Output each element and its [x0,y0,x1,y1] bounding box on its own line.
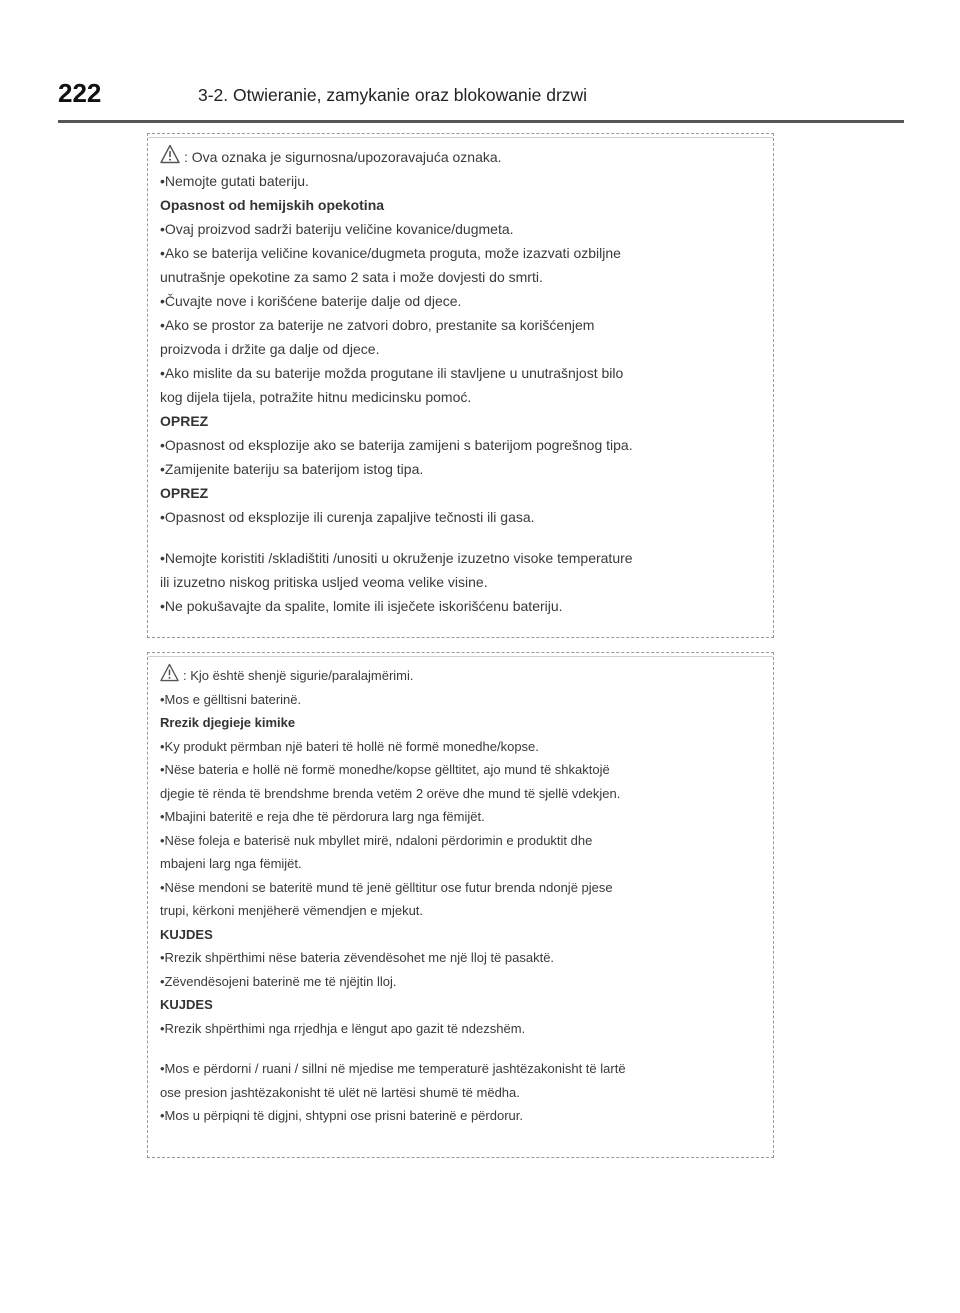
text-line-content: •Ako mislite da su baterije možda progutane ili stavljene u unutrašnjost bilo [160,365,624,381]
text-line [160,946,763,970]
text-line [160,1017,763,1041]
text-line-content: KUJDES [160,926,213,942]
text-line-content: •Mos e gëlltisni baterinë. [160,691,302,707]
text-line-content: Rrezik djegieje kimike [160,715,296,730]
text-line [160,144,763,169]
text-line [160,570,763,594]
text-line [160,1104,763,1128]
paragraph-gap [160,529,763,546]
text-line [160,805,763,829]
warning-triangle-icon [160,144,180,164]
text-line [160,361,763,385]
section-heading [160,923,763,947]
text-line [160,433,763,457]
text-line [160,289,763,313]
text-line-content: unutrašnje opekotine za samo 2 sata i može dovjesti do smrti. [160,269,543,285]
text-line-content: •Ky produkt përmban një bateri të hollë në formë monedhe/kopse. [160,738,539,754]
text-line-content: •Nemojte gutati bateriju. [160,173,309,189]
text-line [160,337,763,361]
chapter-title: 3-2. Otwieranie, zamykanie oraz blokowanie drzwi [198,85,588,105]
warning-box-bosnian-content [160,144,763,618]
text-line-content: •Mbajini bateritë e reja dhe të përdorura larg nga fëmijët. [160,809,485,824]
text-line [160,663,763,688]
text-line-content: OPREZ [160,485,209,501]
text-line-content: : Kjo është shenjë sigurie/paralajmërimi. [183,668,414,683]
section-heading [160,193,763,217]
text-line [160,1057,763,1081]
text-line-content: •Ne pokušavajte da spalite, lomite ili isječete iskorišćenu bateriju. [160,598,563,614]
warning-box-albanian [147,652,774,1158]
text-line-content: KUJDES [160,997,213,1012]
text-line-content: •Nëse foleja e baterisë nuk mbyllet mirë, ndaloni përdorimin e produktit dhe [160,832,593,848]
text-line [160,241,763,265]
text-line-content: •Rrezik shpërthimi nga rrjedhja e lëngut apo gazit të ndezshëm. [160,1020,526,1036]
text-line-content: •Mos e përdorni / ruani / sillni në mjedise me temperaturë jashtëzakonisht të lartë [160,1061,626,1076]
text-line-content: •Nemojte koristiti /skladištiti /unositi u okruženje izuzetno visoke temperature [160,550,633,566]
warning-triangle-icon [160,663,179,682]
text-line [160,169,763,193]
section-heading [160,993,763,1017]
text-line [160,876,763,900]
text-line-content: •Zëvendësojeni baterinë me të njëjtin lloj. [160,973,397,989]
section-heading [160,481,763,505]
text-line [160,385,763,409]
text-line [160,1081,763,1105]
text-line-content: •Čuvajte nove i korišćene baterije dalje od djece. [160,293,462,309]
text-line [160,265,763,289]
text-line-content: •Mos u përpiqni të digjni, shtypni ose prisni baterinë e përdorur. [160,1108,523,1123]
page-header [58,78,904,123]
text-line-content: trupi, kërkoni menjëherë vëmendjen e mjekut. [160,903,424,918]
text-line-content: mbajeni larg nga fëmijët. [160,856,302,871]
text-line [160,546,763,570]
text-line-content: Opasnost od hemijskih opekotina [160,197,385,213]
text-line-content: •Opasnost od eksplozije ako se baterija zamijeni s baterijom pogrešnog tipa. [160,437,633,453]
text-line-content: : Ova oznaka je sigurnosna/upozoravajuća oznaka. [184,149,502,165]
text-line [160,970,763,994]
text-line [160,457,763,481]
text-line-content: ili izuzetno niskog pritiska usljed veoma velike visine. [160,574,488,590]
text-line-content: •Rrezik shpërthimi nëse bateria zëvendësohet me një lloj të pasaktë. [160,950,555,965]
warning-box-bosnian [147,133,774,638]
text-line-content: •Nëse mendoni se bateritë mund të jenë gëlltitur ose futur brenda ndonjë pjese [160,879,613,895]
text-line [160,852,763,876]
text-line-content: •Ovaj proizvod sadrži bateriju veličine kovanice/dugmeta. [160,221,514,237]
text-line [160,688,763,712]
text-line [160,899,763,923]
text-line [160,505,763,529]
section-heading [160,711,763,735]
text-line-content: djegie të rënda të brendshme brenda vetëm 2 orëve dhe mund të sjellë vdekjen. [160,785,621,801]
text-line-content: •Ako se prostor za baterije ne zatvori dobro, prestanite sa korišćenjem [160,317,595,333]
text-line-content: •Opasnost od eksplozije ili curenja zapaljive tečnosti ili gasa. [160,509,535,525]
text-line [160,313,763,337]
text-line-content: kog dijela tijela, potražite hitnu medicinsku pomoć. [160,389,472,405]
text-line-content: •Ako se baterija veličine kovanice/dugmeta proguta, može izazvati ozbiljne [160,245,621,261]
text-line [160,758,763,782]
text-line [160,217,763,241]
text-line [160,829,763,853]
warning-box-albanian-content [160,663,763,1128]
text-line-content: •Zamijenite bateriju sa baterijom istog tipa. [160,461,424,477]
text-line [160,735,763,759]
paragraph-gap [160,1040,763,1057]
text-line [160,782,763,806]
text-line [160,594,763,618]
text-line-content: •Nëse bateria e hollë në formë monedhe/kopse gëlltitet, ajo mund të shkaktojë [160,762,610,777]
text-line-content: proizvoda i držite ga dalje od djece. [160,341,380,357]
page-number: 222 [58,78,102,108]
text-line-content: OPREZ [160,413,209,429]
section-heading [160,409,763,433]
text-line-content: ose presion jashtëzakonisht të ulët në lartësi shumë të mëdha. [160,1084,520,1100]
